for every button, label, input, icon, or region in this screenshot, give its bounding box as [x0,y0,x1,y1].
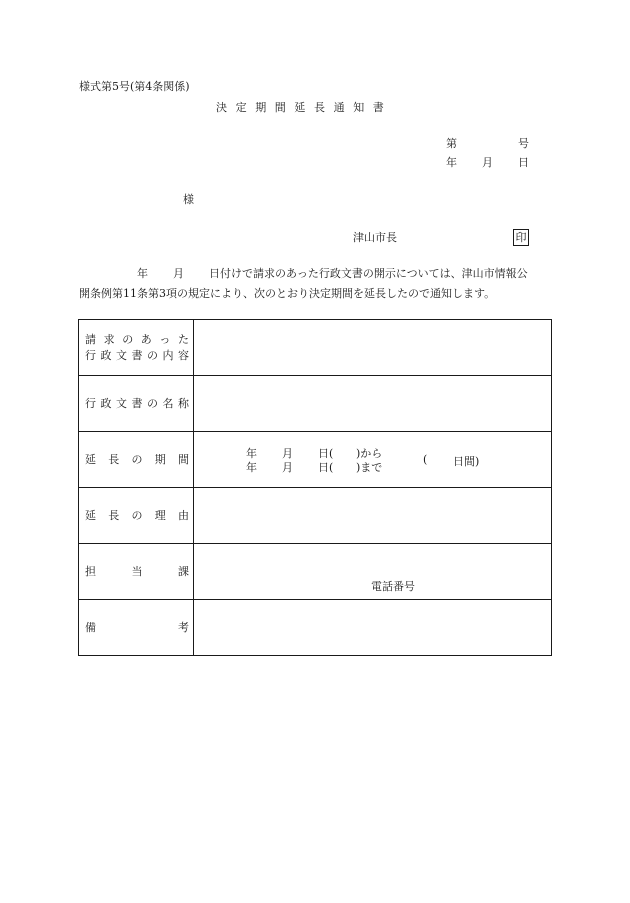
document-name-field[interactable] [194,376,552,432]
department-label-text: 担 当 課 [85,564,189,578]
extension-reason-field[interactable] [194,488,552,544]
number-suffix: 号 [518,137,529,150]
period-until-year: 年 [246,461,257,474]
request-content-field[interactable] [194,320,552,376]
request-label-text-1: 請 求 の あ っ た [85,332,189,346]
sender-name: 津山市長 [353,231,397,244]
document-name-label-text: 行 政 文 書 の 名 称 [85,396,189,410]
table-row-request [79,320,552,376]
extension-period-label [79,432,194,488]
extension-period-field[interactable] [194,432,552,488]
date-year-label: 年 [446,156,457,169]
body-year-label: 年 [137,267,148,280]
phone-number-label: 電話番号 [371,580,415,593]
table-row-name [79,376,552,432]
period-until-month: 月 [282,461,293,474]
remarks-label [79,600,194,656]
period-from-suffix: )から [356,447,383,460]
table-row-remarks [79,600,552,656]
body-line1-text: 日付けで請求のあった行政文書の開示については、津山市情報公 [209,267,528,280]
seal-stamp: 印 [513,229,529,246]
request-label-text-2: 行 政 文 書 の 内 容 [85,348,189,362]
document-name-label [79,376,194,432]
period-until-suffix: )まで [356,461,383,474]
table-row-period [79,432,552,488]
request-label-line-1 [85,332,189,348]
extension-reason-label-text: 延 長 の 理 由 [85,508,189,522]
department-field[interactable] [194,544,552,600]
request-content-label [79,320,194,376]
body-month-label: 月 [173,267,184,280]
date-month-label: 月 [482,156,493,169]
period-days-open: ( [423,453,428,466]
remarks-label-text: 備 考 [85,620,189,634]
period-from-day: 日( [318,447,334,460]
table-row-department [79,544,552,600]
remarks-field[interactable] [194,600,552,656]
department-label [79,544,194,600]
extension-details-table [78,319,552,656]
extension-reason-label [79,488,194,544]
period-from-year: 年 [246,447,257,460]
form-number: 様式第5号(第4条関係) [79,80,190,93]
request-label-line-2 [85,348,189,364]
period-until-day: 日( [318,461,334,474]
document-title: 決定期間延長通知書 [216,101,393,114]
table-row-reason [79,488,552,544]
addressee-suffix: 様 [183,193,194,206]
period-from-month: 月 [282,447,293,460]
period-days-close: 日間) [453,455,480,468]
extension-period-label-text: 延 長 の 期 間 [85,452,189,466]
number-prefix: 第 [446,137,457,150]
date-day-label: 日 [518,156,529,169]
body-text-line-2: 開条例第11条第3項の規定により、次のとおり決定期間を延長したので通知します。 [79,287,496,300]
